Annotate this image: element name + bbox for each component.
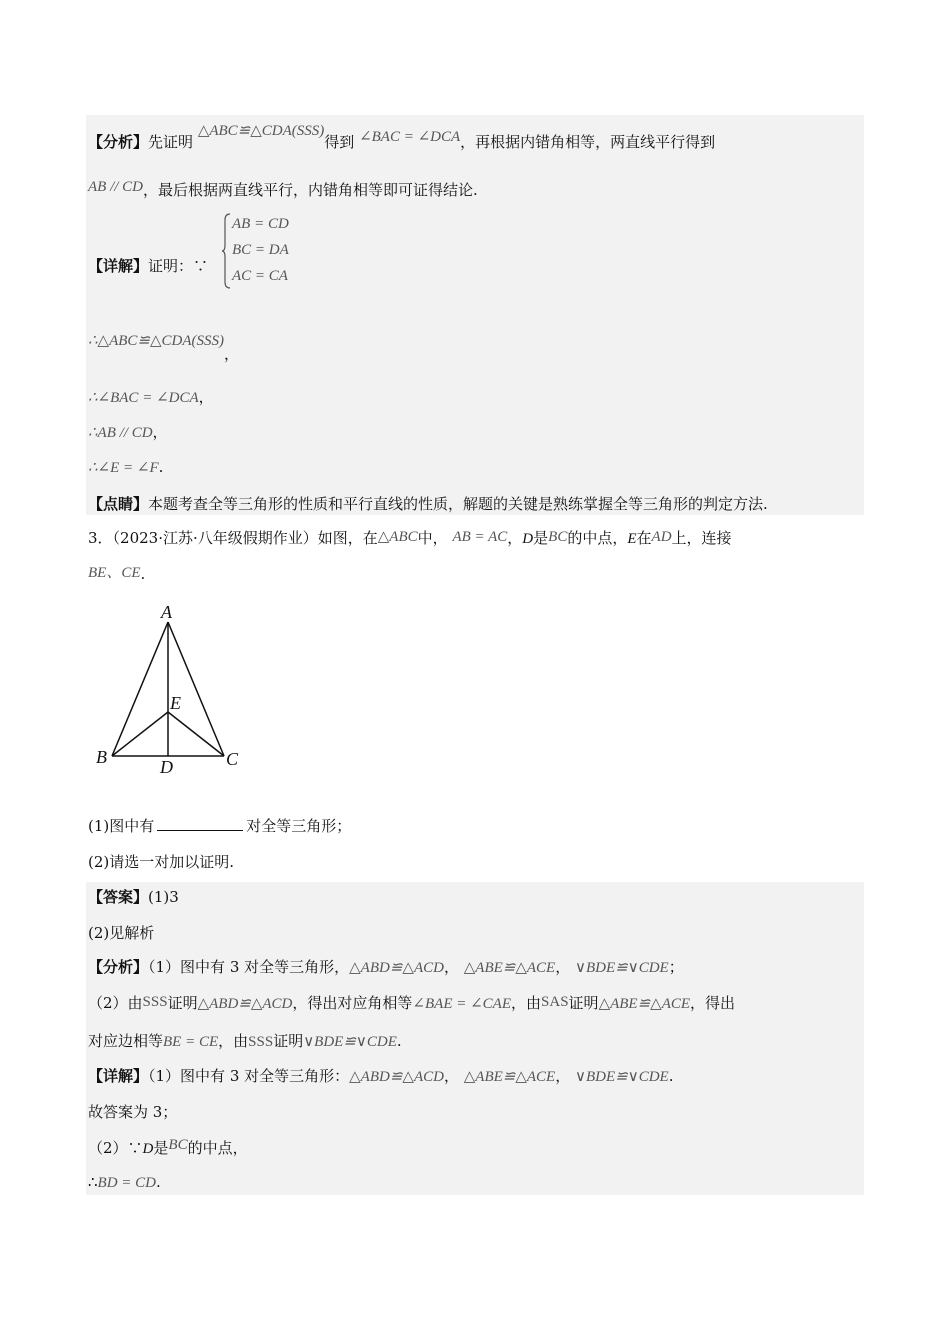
detail2-line-2: 故答案为 3； bbox=[88, 1103, 178, 1121]
analysis-line-2: AB // CD，最后根据两直线平行，内错角相等即可证得结论. bbox=[88, 179, 478, 199]
triangle-figure bbox=[90, 596, 260, 776]
system-row: AB = CD bbox=[232, 216, 289, 232]
detail-tag: 【详解】 bbox=[88, 1067, 149, 1085]
analysis-tag: 【分析】 bbox=[88, 958, 149, 976]
label-b: B bbox=[96, 747, 107, 767]
analysis2-line-2: （2）由SSS证明△ABD≌△ACD，得出对应角相等∠BAE = ∠CAE，由SAS证明△ABE≌△ACE，得出 bbox=[88, 994, 736, 1012]
solution-block-1 bbox=[86, 115, 864, 515]
answer-blank[interactable] bbox=[157, 816, 243, 831]
brace-icon bbox=[222, 212, 232, 290]
label-d: D bbox=[160, 757, 173, 776]
label-a: A bbox=[161, 602, 172, 622]
question-3-stem-cont: BE、CE. bbox=[88, 565, 146, 583]
analysis2-line-1: 【分析】（1）图中有 3 对全等三角形，△ABD≌△ACD， △ABE≌△ACE， ∨BDE≌∨CDE； bbox=[88, 958, 684, 976]
proof-step: ∴∠BAC = ∠DCA， bbox=[88, 388, 214, 406]
detail2-line-1: 【详解】（1）图中有 3 对全等三角形：△ABD≌△ACD， △ABE≌△ACE， ∨BDE≌∨CDE. bbox=[88, 1067, 674, 1085]
comment-line: 【点睛】本题考查全等三角形的性质和平行直线的性质，解题的关键是熟练掌握全等三角形的判定方法. bbox=[88, 495, 768, 513]
label-c: C bbox=[226, 749, 239, 769]
equation-system bbox=[222, 212, 312, 290]
part-1: (1)图中有 对全等三角形； bbox=[88, 817, 352, 835]
proof-step: ∴△ABC≌△CDA(SSS)， bbox=[88, 333, 240, 363]
answer-tag: 【答案】 bbox=[88, 888, 149, 906]
part-2: (2)请选一对加以证明. bbox=[88, 853, 235, 871]
edge-ac bbox=[168, 622, 224, 756]
analysis2-line-3: 对应边相等BE = CE，由SSS证明∨BDE≌∨CDE. bbox=[88, 1032, 402, 1050]
comment-tag: 【点睛】 bbox=[88, 495, 149, 513]
system-row: AC = CA bbox=[232, 268, 288, 284]
detail-line: 【详解】证明：∵ bbox=[88, 257, 209, 275]
analysis-line-1: 【分析】先证明 △ABC≌△CDA(SSS)得到 ∠BAC = ∠DCA，再根据内错角相等，两直线平行得到 bbox=[88, 123, 716, 151]
answer-line-2: (2)见解析 bbox=[88, 924, 155, 942]
proof-step: ∴AB // CD， bbox=[88, 423, 168, 441]
detail-tag: 【详解】 bbox=[88, 257, 149, 275]
proof-step: ∴∠E = ∠F. bbox=[88, 458, 164, 476]
detail2-line-3: （2）∵D是BC的中点， bbox=[88, 1137, 248, 1157]
question-3-stem: 3．（2023·江苏·八年级假期作业）如图，在△ABC中， AB = AC，D是BC的中点，E在AD上，连接 bbox=[88, 529, 732, 547]
system-row: BC = DA bbox=[232, 242, 289, 258]
analysis-tag: 【分析】 bbox=[88, 133, 149, 151]
detail2-line-4: ∴BD = CD. bbox=[88, 1173, 161, 1191]
label-e: E bbox=[170, 693, 181, 713]
edge-ab bbox=[112, 622, 168, 756]
answer-line-1: 【答案】(1)3 bbox=[88, 888, 179, 906]
